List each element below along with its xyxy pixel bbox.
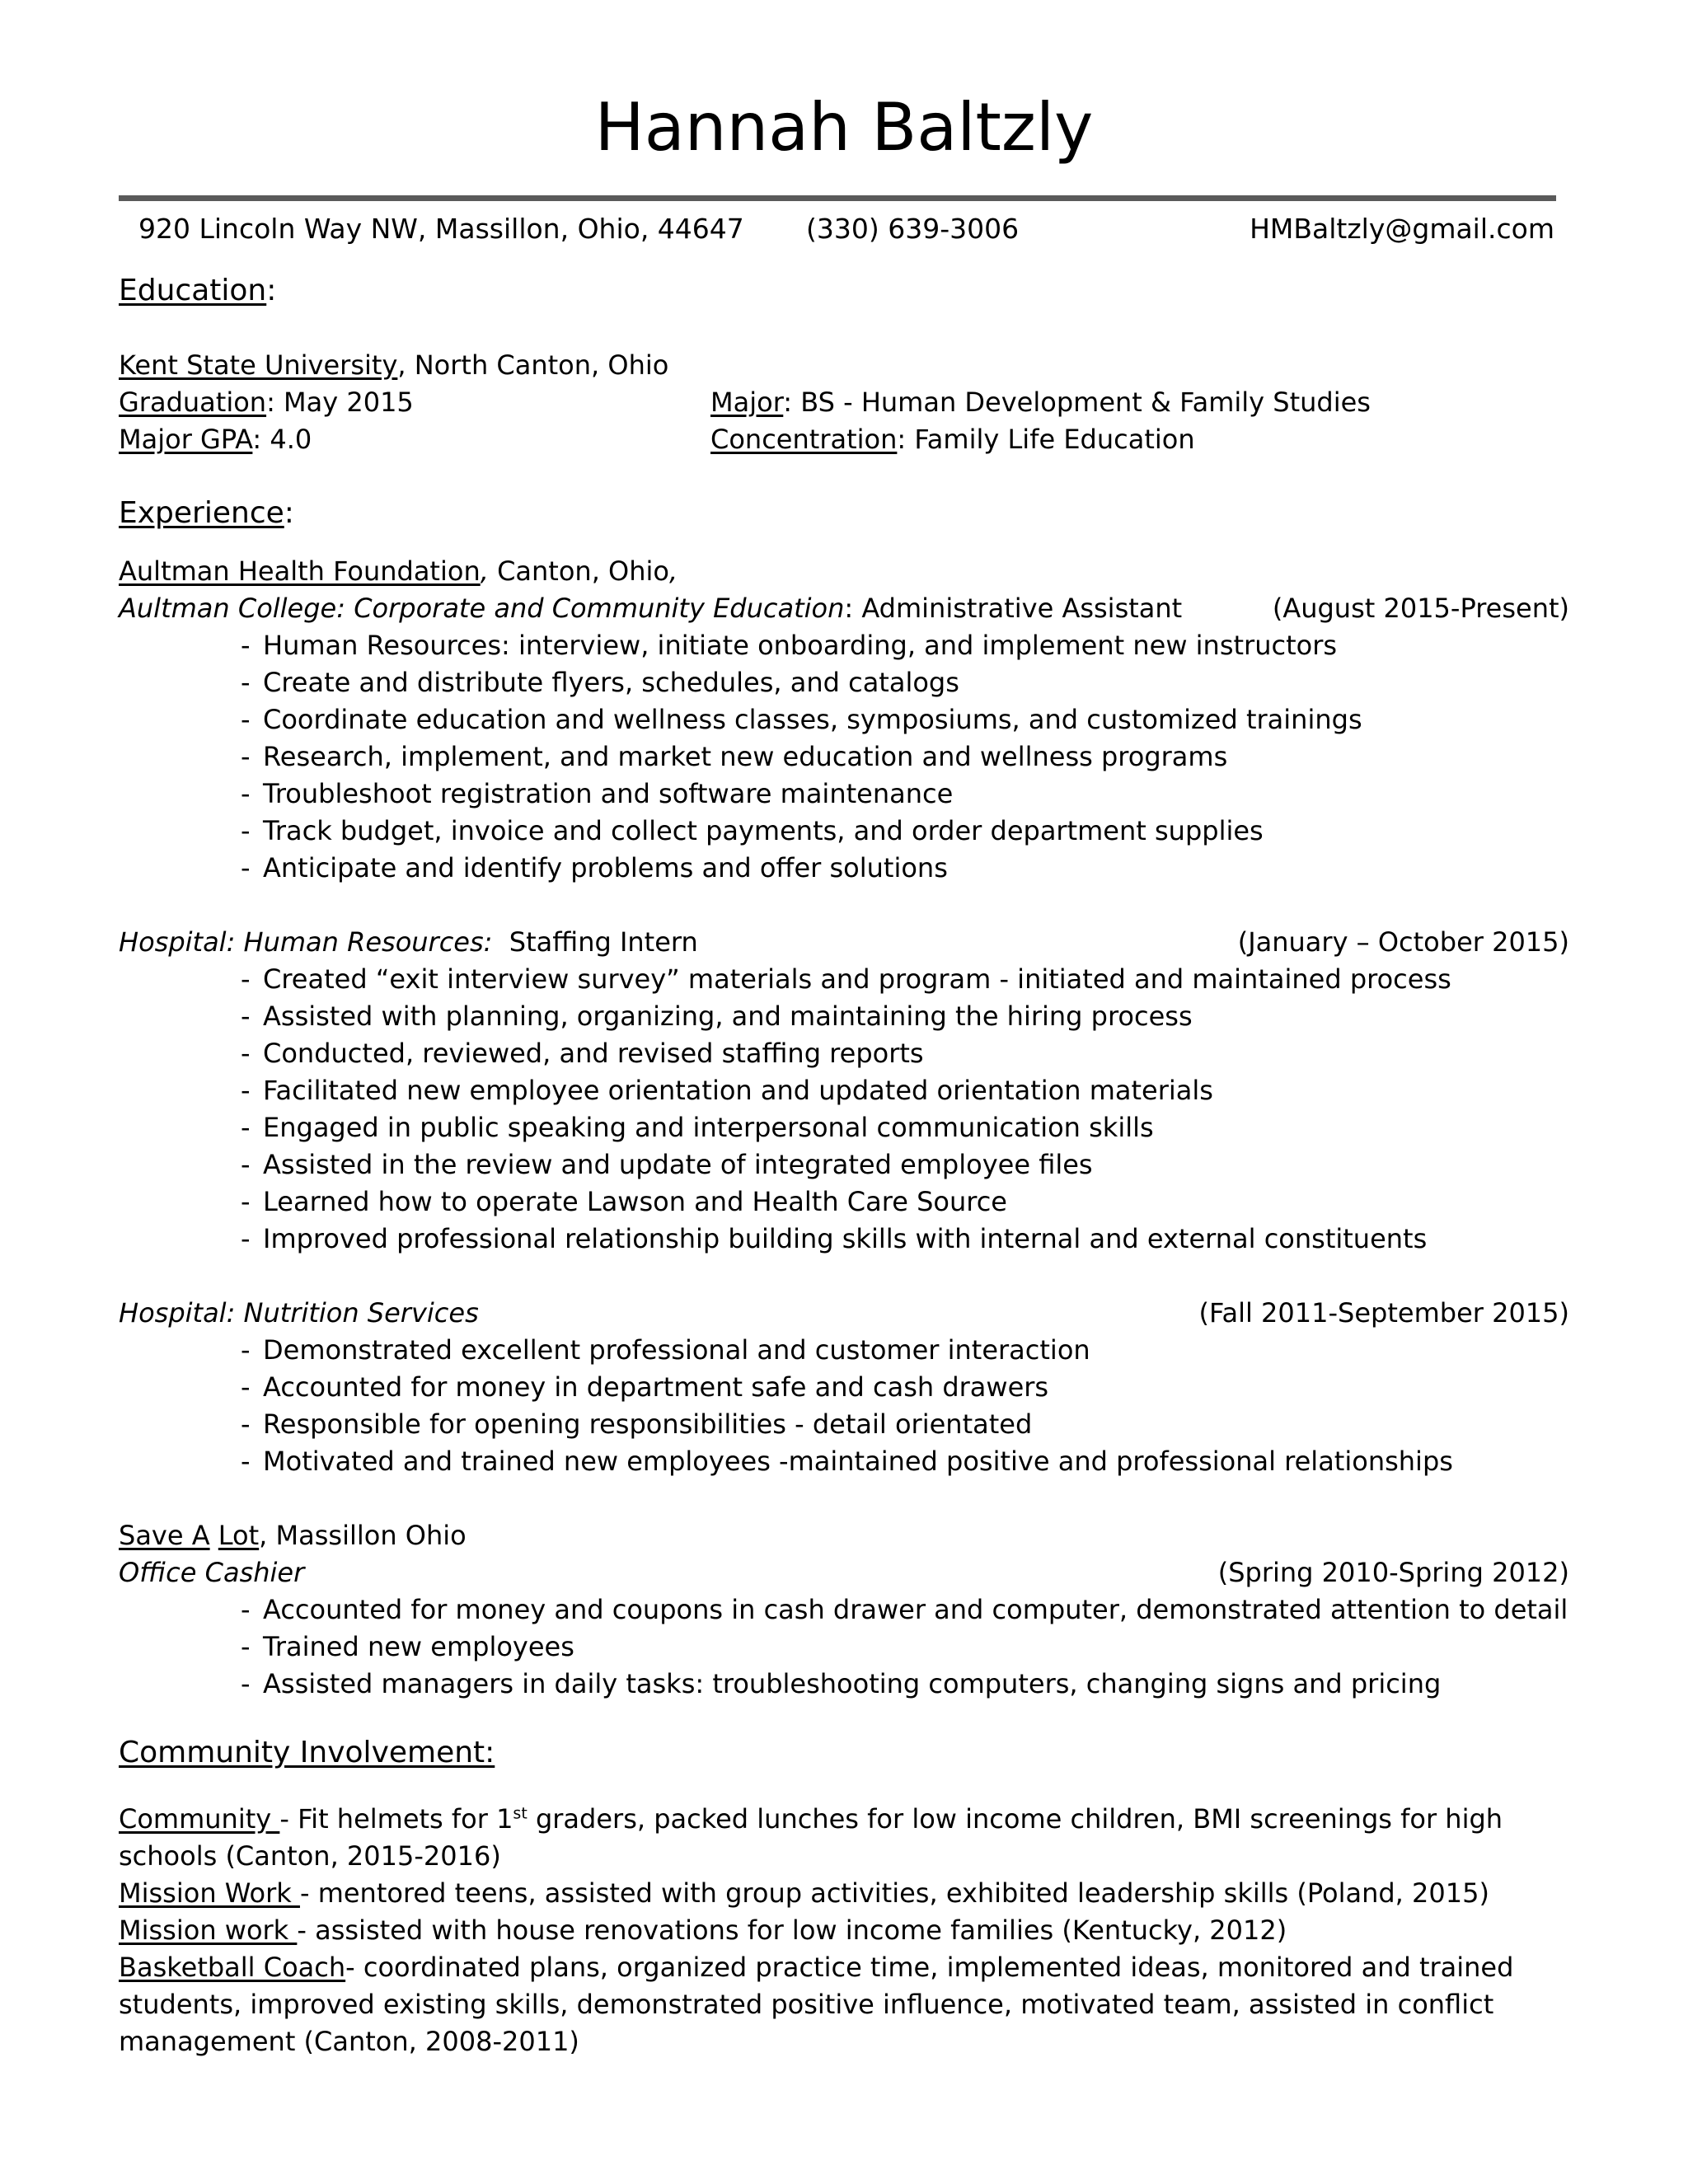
concentration-label: Concentration <box>710 424 898 455</box>
role-bullets <box>119 961 1569 1258</box>
candidate-name: Hannah Baltzly <box>594 89 1094 166</box>
role-org: Aultman College: Corporate and Community Education <box>119 593 845 624</box>
list-item: - Created “exit interview survey” materials and program - initiated and maintained process <box>119 961 1569 998</box>
role-sep: : <box>844 593 862 624</box>
concentration-cell <box>710 421 1195 458</box>
role-line <box>119 1554 1569 1591</box>
list-item: - Responsible for opening responsibilities - detail orientated <box>119 1406 1569 1443</box>
experience-heading <box>119 494 1569 532</box>
community-item <box>119 1801 1561 1875</box>
graduation-label: Graduation <box>119 387 267 418</box>
employer-aultman-line <box>119 553 1569 590</box>
major-cell <box>710 384 1371 421</box>
education-heading-text: Education <box>119 274 267 307</box>
role-heading <box>119 1295 479 1332</box>
role-org: Hospital: Human Resources: <box>119 926 493 958</box>
employer-aultman-location: Canton, Ohio <box>488 555 669 587</box>
gpa-value: : 4.0 <box>252 424 312 455</box>
community-item-label: Basketball Coach <box>119 1952 346 1983</box>
gpa-cell <box>119 421 710 458</box>
list-item: - Demonstrated excellent professional and customer interaction <box>119 1332 1569 1369</box>
spacer <box>119 1771 1569 1801</box>
role-heading <box>119 590 1182 627</box>
list-item: - Create and distribute flyers, schedules, and catalogs <box>119 664 1569 701</box>
employer-savealot-part1: Save A <box>119 1520 210 1551</box>
role-heading <box>119 924 698 961</box>
role-bullets <box>119 627 1569 887</box>
role-dates: (Spring 2010-Spring 2012) <box>1217 1557 1569 1588</box>
list-item: - Anticipate and identify problems and offer solutions <box>119 850 1569 887</box>
list-item: - Coordinate education and wellness classes, symposiums, and customized trainings <box>119 701 1569 738</box>
spacer <box>119 1258 1569 1295</box>
graduation-value: : May 2015 <box>266 387 414 418</box>
role-bullets <box>119 1332 1569 1480</box>
major-label: Major <box>710 387 784 418</box>
list-item: - Trained new employees <box>119 1629 1569 1666</box>
spacer <box>119 1703 1569 1734</box>
school-location: , North Canton, Ohio <box>397 349 669 381</box>
role-org: Hospital: Nutrition Services <box>119 1297 479 1329</box>
list-item: - Motivated and trained new employees -maintained positive and professional relationships <box>119 1443 1569 1480</box>
major-value: : BS - Human Development & Family Studies <box>783 387 1371 418</box>
community-item <box>119 1875 1561 1912</box>
list-item: - Accounted for money in department safe and cash drawers <box>119 1369 1569 1406</box>
role-dates: (Fall 2011-September 2015) <box>1198 1297 1569 1329</box>
contact-address: 920 Lincoln Way NW, Massillon, Ohio, 44647 <box>138 213 744 245</box>
gpa-label: Major GPA <box>119 424 253 455</box>
list-item: - Assisted managers in daily tasks: troubleshooting computers, changing signs and pricing <box>119 1666 1569 1703</box>
community-item-text: graders, packed lunches for low income children, BMI screenings for high schools (Canton, 2015-2016) <box>119 1803 1503 1872</box>
community-item-sup: st <box>513 1804 528 1823</box>
experience-heading-text: Experience <box>119 496 284 530</box>
contact-phone: (330) 639-3006 <box>806 213 1020 245</box>
education-row-1 <box>119 384 1569 421</box>
education-heading <box>119 272 1569 309</box>
community-item-label: Community <box>119 1803 280 1835</box>
community-item-text: - assisted with house renovations for low income families (Kentucky, 2012) <box>297 1915 1287 1946</box>
role-dates: (August 2015-Present) <box>1272 593 1569 624</box>
role-title: Staffing Intern <box>509 926 698 958</box>
spacer <box>119 309 1569 347</box>
community-item-text-pre: - Fit helmets for 1 <box>279 1803 513 1835</box>
list-item: - Engaged in public speaking and interpersonal communication skills <box>119 1109 1569 1146</box>
role-line <box>119 590 1569 627</box>
spacer <box>119 887 1569 924</box>
education-heading-colon: : <box>266 274 277 307</box>
list-item: - Research, implement, and market new education and wellness programs <box>119 738 1569 776</box>
list-item: - Facilitated new employee orientation and updated orientation materials <box>119 1072 1569 1109</box>
community-heading <box>119 1734 1569 1771</box>
role-line <box>119 924 1569 961</box>
list-item: - Learned how to operate Lawson and Health Care Source <box>119 1183 1569 1221</box>
community-item-label: Mission work <box>119 1915 298 1946</box>
list-item: - Assisted with planning, organizing, and maintaining the hiring process <box>119 998 1569 1035</box>
spacer <box>119 532 1569 553</box>
list-item: - Accounted for money and coupons in cash drawer and computer, demonstrated attention to detail <box>119 1591 1569 1629</box>
employer-aultman-sep: , <box>480 555 489 587</box>
contact-email: HMBaltzly@gmail.com <box>1250 213 1554 245</box>
role-title: Administrative Assistant <box>861 593 1183 624</box>
spacer <box>119 458 1569 494</box>
school-name: Kent State University <box>119 349 398 381</box>
community-item-text: - mentored teens, assisted with group activities, exhibited leadership skills (Poland, 2015) <box>299 1877 1489 1909</box>
experience-heading-colon: : <box>284 496 294 530</box>
community-item-label: Mission Work <box>119 1877 300 1909</box>
education-school-line <box>119 347 1569 384</box>
employer-savealot-part2: Lot <box>218 1520 260 1551</box>
community-item <box>119 1912 1561 1949</box>
employer-aultman: Aultman Health Foundation <box>119 555 481 587</box>
header-divider <box>119 195 1556 201</box>
concentration-value: : Family Life Education <box>897 424 1195 455</box>
list-item: - Improved professional relationship building skills with internal and external constituents <box>119 1221 1569 1258</box>
community-heading-text: Community Involvement: <box>119 1736 495 1769</box>
list-item: - Track budget, invoice and collect payments, and order department supplies <box>119 813 1569 850</box>
community-item <box>119 1949 1561 2060</box>
role-heading <box>119 1554 304 1591</box>
community-item-text: - coordinated plans, organized practice time, implemented ideas, monitored and trained students, improved existing skills, demonstrated positive influence, motivated team, assisted in conflict management (Canton, 2008-2011) <box>119 1952 1514 2057</box>
list-item: - Conducted, reviewed, and revised staffing reports <box>119 1035 1569 1072</box>
role-dates: (January – October 2015) <box>1237 926 1569 958</box>
role-org: Office Cashier <box>119 1557 305 1588</box>
graduation-cell <box>119 384 710 421</box>
employer-savealot-line <box>119 1517 1569 1554</box>
education-row-2 <box>119 421 1569 458</box>
resume-body <box>119 272 1569 2060</box>
role-sep <box>492 926 509 958</box>
list-item: - Troubleshoot registration and software maintenance <box>119 776 1569 813</box>
employer-savealot-location: , Massillon Ohio <box>259 1520 467 1551</box>
list-item: - Assisted in the review and update of integrated employee files <box>119 1146 1569 1183</box>
list-item: - Human Resources: interview, initiate onboarding, and implement new instructors <box>119 627 1569 664</box>
role-bullets <box>119 1591 1569 1703</box>
spacer <box>119 1480 1569 1517</box>
employer-aultman-trailing: , <box>668 555 678 587</box>
role-line <box>119 1295 1569 1332</box>
